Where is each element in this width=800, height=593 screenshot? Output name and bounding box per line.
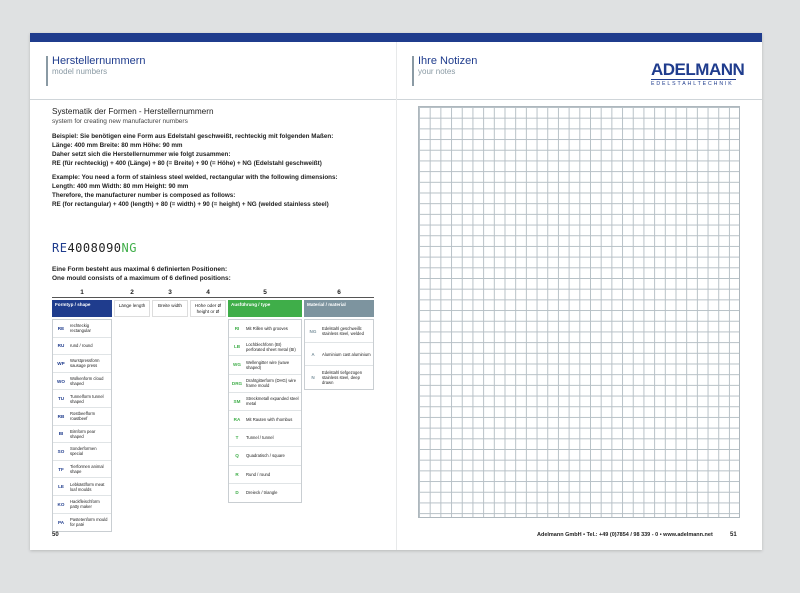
shape-description: Tunnelform tunnel shaped <box>70 393 104 404</box>
systematics-text <box>52 107 372 209</box>
type-description: Mit Rillen with grooves <box>246 326 288 332</box>
shape-description: Tierformen animal shape <box>70 464 104 475</box>
mould-intro <box>52 265 231 283</box>
type-code: WG <box>233 362 241 368</box>
right-header-rule <box>412 56 414 86</box>
type-row <box>229 356 301 374</box>
column-number-rule <box>52 297 374 298</box>
footer-contact: Adelmann GmbH • Tel.: +49 (0)7854 / 98 339 - 0 • www.adelmann.net <box>537 532 713 538</box>
brochure-spread <box>30 33 762 550</box>
type-row <box>229 411 301 429</box>
shape-row <box>53 443 111 461</box>
shape-code: RE <box>57 325 65 331</box>
type-code: SM <box>233 398 241 404</box>
type-description: Mit Rauten with rhombus <box>246 417 293 423</box>
column-number: 6 <box>337 289 341 296</box>
section-subtitle: system for creating new manufacturer numbers <box>52 118 188 125</box>
shape-code: SO <box>57 448 65 454</box>
column-number: 1 <box>80 289 84 296</box>
shape-description: Pastetenform mould for paté <box>70 517 108 528</box>
header-height: Höhe oder Ø height or Ø <box>190 300 226 317</box>
type-code: RI <box>234 326 240 332</box>
shape-row <box>53 355 111 373</box>
type-description: Quadratisch / square <box>246 453 285 459</box>
material-code: A <box>311 351 315 357</box>
material-table <box>304 319 374 390</box>
right-page-subtitle: your notes <box>418 67 456 76</box>
code-suffix: NG <box>121 241 137 255</box>
page-number-left: 50 <box>52 532 59 538</box>
section-title: Systematik der Formen - Herstellernummern <box>52 107 214 116</box>
type-row <box>229 466 301 484</box>
left-page-subtitle: model numbers <box>52 67 108 76</box>
type-row <box>229 338 301 356</box>
example-de-line: RE (für rechteckig) + 400 (Länge) + 80 (= Breite) + 90 (= Höhe) + NG (Edelstahl geschweißt) <box>52 160 322 167</box>
type-description: Tunnel / tunnel <box>246 435 274 441</box>
type-description: Dreieck / triangle <box>246 490 278 496</box>
example-en-line: Therefore, the manufacturer number is composed as follows: <box>52 192 236 199</box>
right-page-title: Ihre Notizen <box>418 55 478 67</box>
type-code: RA <box>233 417 241 423</box>
shape-row <box>53 390 111 408</box>
type-row <box>229 375 301 393</box>
material-description: Edelstahl tiefgezogen stainless steel, deep drawn <box>322 370 363 385</box>
header-material: Material / material <box>304 300 374 317</box>
type-code: LB <box>233 344 241 350</box>
example-en-line: Length: 400 mm Width: 80 mm Height: 90 mm <box>52 183 189 190</box>
mould-intro-en: One mould consists of a maximum of 6 defined positions: <box>52 275 231 282</box>
shape-code: WO <box>57 378 65 384</box>
code-prefix: RE <box>52 241 68 255</box>
shape-code: RU <box>57 343 65 349</box>
shape-description: Rostbeefform roastbeef <box>70 411 96 422</box>
shape-code: BI <box>58 431 64 437</box>
type-code: T <box>235 435 239 441</box>
type-description: Rund / round <box>246 471 271 477</box>
notes-grid <box>418 106 740 518</box>
type-code: D <box>235 490 239 496</box>
left-page-title: Herstellernummern <box>52 55 146 67</box>
page-number-right: 51 <box>730 532 737 538</box>
material-code: N <box>311 375 315 380</box>
example-en-line: Example: You need a form of stainless steel welded, rectangular with the following dimensions: <box>52 174 338 181</box>
shape-row <box>53 426 111 444</box>
shape-row <box>53 408 111 426</box>
shape-table <box>52 319 112 532</box>
type-description: Lochblechform (BI) perforated sheet metal (BI) <box>246 341 296 352</box>
column-number: 2 <box>130 289 134 296</box>
material-row <box>305 343 373 366</box>
type-row <box>229 484 301 502</box>
shape-description: Sonderformen special <box>70 446 97 457</box>
column-number: 3 <box>168 289 172 296</box>
header-width: Breite width <box>152 300 188 317</box>
shape-description: Wolkenform cloud shaped <box>70 376 104 387</box>
header-length: Länge length <box>114 300 150 317</box>
right-header-divider <box>397 99 762 100</box>
shape-code: LE <box>58 484 64 490</box>
top-color-bar <box>30 33 762 42</box>
shape-description: rund / round <box>70 343 93 349</box>
type-code: DRG <box>231 380 243 386</box>
type-description: Drahtgitterform (DHG) wire frame mould <box>246 378 297 389</box>
shape-row <box>53 320 111 338</box>
shape-row <box>53 514 111 532</box>
type-row <box>229 393 301 411</box>
example-de-line: Länge: 400 mm Breite: 80 mm Höhe: 90 mm <box>52 142 183 149</box>
shape-code: TU <box>57 396 65 402</box>
material-row <box>305 320 373 343</box>
material-row <box>305 366 373 389</box>
column-number: 5 <box>263 289 267 296</box>
material-code: NG <box>309 328 317 334</box>
shape-description: rechteckig rectangular <box>70 323 91 334</box>
shape-description: Wurstpressform sausage press <box>70 358 100 369</box>
left-header-divider <box>30 99 396 100</box>
type-description: Wellengitter wire (wave shaped) <box>246 359 290 370</box>
type-row <box>229 447 301 465</box>
page-fold <box>396 42 397 550</box>
mould-intro-de: Eine Form besteht aus maximal 6 definierten Positionen: <box>52 266 228 273</box>
shape-row <box>53 338 111 356</box>
shape-code: WP <box>57 360 65 366</box>
logo-tagline: EDELSTAHLTECHNIK <box>651 79 736 87</box>
type-description: Streckmetall expanded steel metal <box>246 396 299 407</box>
shape-description: Birnform pear shaped <box>70 428 96 439</box>
header-shape: Formtyp / shape <box>52 300 112 317</box>
example-de-line: Daher setzt sich die Herstellernummer wie folgt zusammen: <box>52 151 231 158</box>
column-number: 4 <box>206 289 210 296</box>
shape-row <box>53 496 111 514</box>
material-description: Edelstahl geschweißt stainless steel, welded <box>322 326 364 336</box>
shape-code: KO <box>57 501 65 507</box>
shape-description: Lebkästlform meat loaf moulds <box>70 481 105 492</box>
shape-row <box>53 461 111 479</box>
shape-code: TF <box>58 466 64 472</box>
example-en-line: RE (for rectangular) + 400 (length) + 80 (= width) + 90 (= height) + NG (welded stainless steel) <box>52 201 329 208</box>
company-logo: ADELMANN <box>651 60 745 79</box>
type-row <box>229 429 301 447</box>
header-type: Ausführung / type <box>228 300 302 317</box>
type-table <box>228 319 302 503</box>
shape-code: RB <box>57 413 65 419</box>
example-de-line: Beispiel: Sie benötigen eine Form aus Edelstahl geschweißt, rechteckig mit folgenden Maßen: <box>52 133 334 140</box>
type-code: R <box>235 471 239 477</box>
code-digits: 4008090 <box>67 241 122 255</box>
shape-description: Hackfleischform patty maker <box>70 499 100 510</box>
shape-code: PA <box>57 519 65 525</box>
left-header-rule <box>46 56 48 86</box>
shape-row <box>53 373 111 391</box>
shape-row <box>53 478 111 496</box>
type-code: Q <box>235 453 239 459</box>
type-row <box>229 320 301 338</box>
material-description: Aluminium cast aluminium <box>322 351 371 357</box>
example-code <box>52 241 137 255</box>
